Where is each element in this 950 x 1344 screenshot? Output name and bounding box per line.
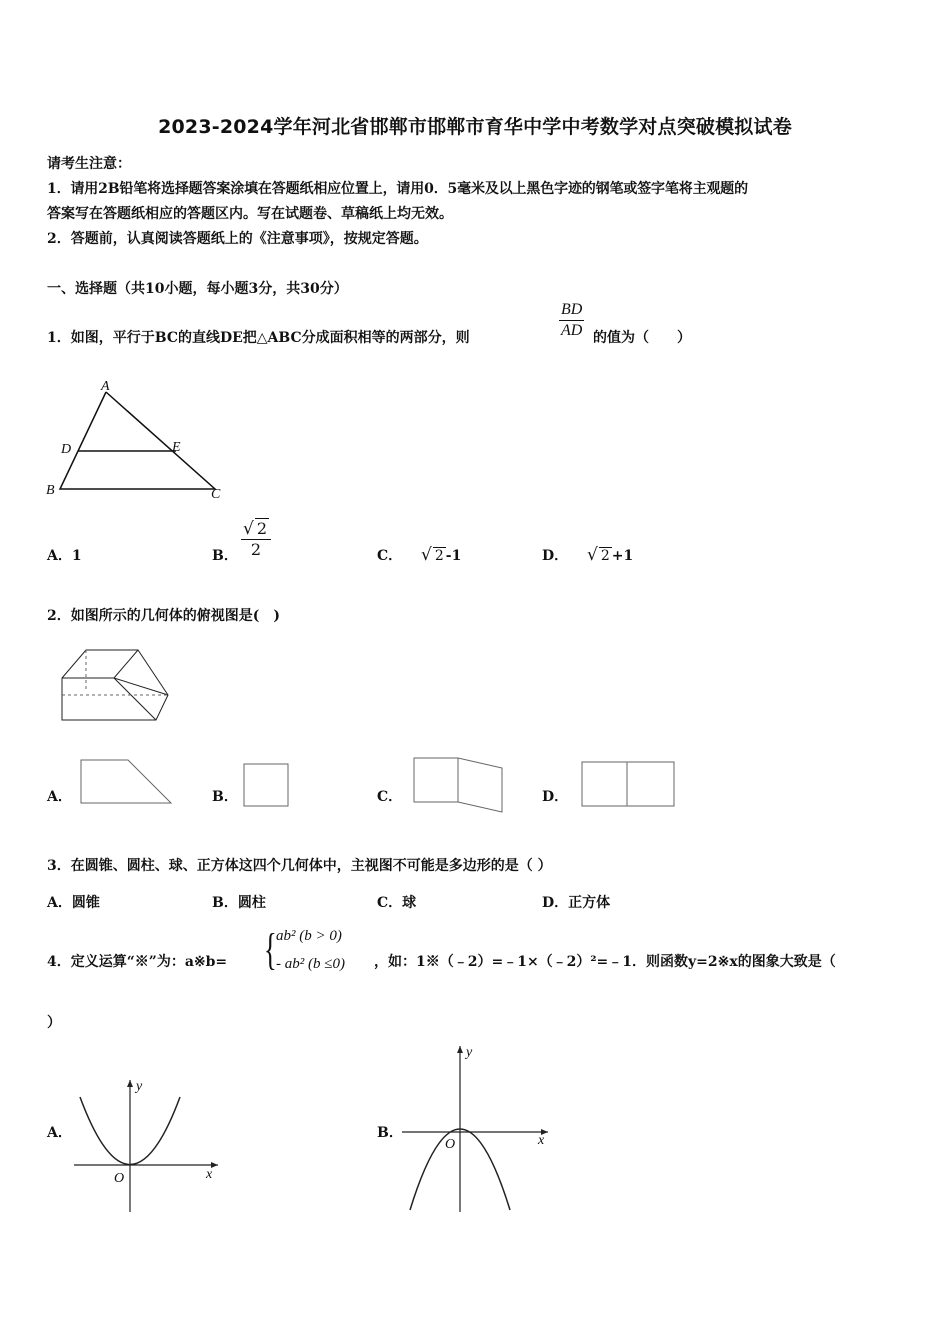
q2-option-a-shape[interactable] (76, 757, 176, 807)
question-1-text-end: 的值为（ ） (593, 330, 691, 346)
q3-option-c[interactable]: C．球 (377, 895, 417, 911)
solid-outline (62, 650, 168, 720)
sqrt-radicand: 2 (256, 519, 268, 538)
notice-line-3: 2．答题前，认真阅读答题纸上的《注意事项》，按规定答题。 (47, 231, 428, 247)
q3-option-d[interactable]: D．正方体 (542, 895, 611, 911)
label-e: E (172, 440, 181, 455)
x-axis-label: x (206, 1167, 213, 1182)
q4-option-a-label[interactable]: A． (47, 1125, 72, 1141)
q1-option-b-value: $\frac{√ 2}{2}$ (241, 518, 271, 560)
q3-option-b[interactable]: B．圆柱 (212, 895, 266, 911)
piecewise-case-1: ab² (b > 0) (276, 928, 342, 944)
option-label: D． (542, 548, 569, 564)
q2-option-c-shape[interactable] (410, 754, 510, 814)
q4-option-a-graph[interactable] (70, 1072, 230, 1217)
sqrt-radicand: 2 (434, 548, 444, 564)
triangle-abc (60, 392, 215, 489)
section-heading: 一、选择题（共10小题，每小题3分，共30分） (47, 281, 348, 297)
q2-option-c-label[interactable]: C． (377, 789, 403, 805)
question-2-text: 2．如图所示的几何体的俯视图是( ) (47, 608, 280, 624)
y-axis-label: y (136, 1079, 143, 1094)
origin-label: O (445, 1137, 456, 1152)
q1-option-d[interactable]: D． √ 2 +1 (542, 545, 634, 565)
q3-option-a[interactable]: A．圆锥 (47, 895, 100, 911)
question-1-fraction (559, 300, 584, 341)
q2-option-b-label[interactable]: B． (212, 789, 238, 805)
sqrt-radicand: 2 (600, 548, 610, 564)
q4-option-b-graph[interactable] (400, 1040, 560, 1220)
label-c: C (211, 487, 221, 502)
option-value: 1 (71, 548, 82, 564)
label-a: A (101, 379, 110, 394)
triangle-figure (40, 380, 240, 510)
option-rest: -1 (445, 548, 462, 564)
notice-line-1: 1．请用2B铅笔将选择题答案涂填在答题纸相应位置上，请用0．5毫米及以上黑色字迹的钢笔或签字笔将主观题的 (47, 181, 748, 197)
origin-label: O (114, 1171, 125, 1186)
piecewise-case-2: - ab² (b ≤0) (276, 956, 345, 972)
q2-option-d-label[interactable]: D． (542, 789, 569, 805)
fraction-denominator: 2 (250, 540, 262, 559)
question-4-text-end: ，如：1※（﹣2）=﹣1×（﹣2）²=﹣1．则函数y=2※x的图象大致是（ (374, 954, 836, 970)
option-label: A． (47, 548, 72, 564)
q1-option-c[interactable]: C． √ 2 -1 (377, 545, 462, 565)
fraction-denominator: AD (561, 322, 583, 339)
fraction-numerator: BD (559, 300, 584, 321)
q2-option-b-shape[interactable] (240, 760, 294, 810)
label-d: D (61, 442, 72, 457)
question-4-close: ） (47, 1015, 61, 1031)
brace-icon: { (264, 925, 277, 974)
q1-option-b-label[interactable]: B． (212, 548, 238, 564)
notice-line-2: 答案写在答题纸相应的答题区内。写在试题卷、草稿纸上均无效。 (47, 206, 453, 222)
notice-heading: 请考生注意： (47, 156, 131, 172)
question-3-text: 3．在圆锥、圆柱、球、正方体这四个几何体中，主视图不可能是多边形的是（ ） (47, 858, 552, 874)
q2-option-a-label[interactable]: A． (47, 789, 72, 805)
q1-option-a[interactable] (47, 545, 82, 565)
y-axis-label: y (466, 1045, 473, 1060)
question-1-text: 1．如图，平行于BC的直线DE把△ABC分成面积相等的两部分，则 (47, 330, 470, 346)
x-axis-label: x (538, 1133, 545, 1148)
q4-option-b-label[interactable]: B． (377, 1125, 403, 1141)
label-b: B (46, 483, 55, 498)
question-4-text: 4．定义运算“※”为：a※b= (47, 954, 228, 970)
q2-option-d-shape[interactable] (578, 758, 678, 810)
option-rest: +1 (611, 548, 634, 564)
page-title: 2023-2024学年河北省邯郸市邯郸市育华中学中考数学对点突破模拟试卷 (158, 116, 792, 138)
solid-figure (48, 640, 174, 726)
option-label: C． (377, 548, 403, 564)
